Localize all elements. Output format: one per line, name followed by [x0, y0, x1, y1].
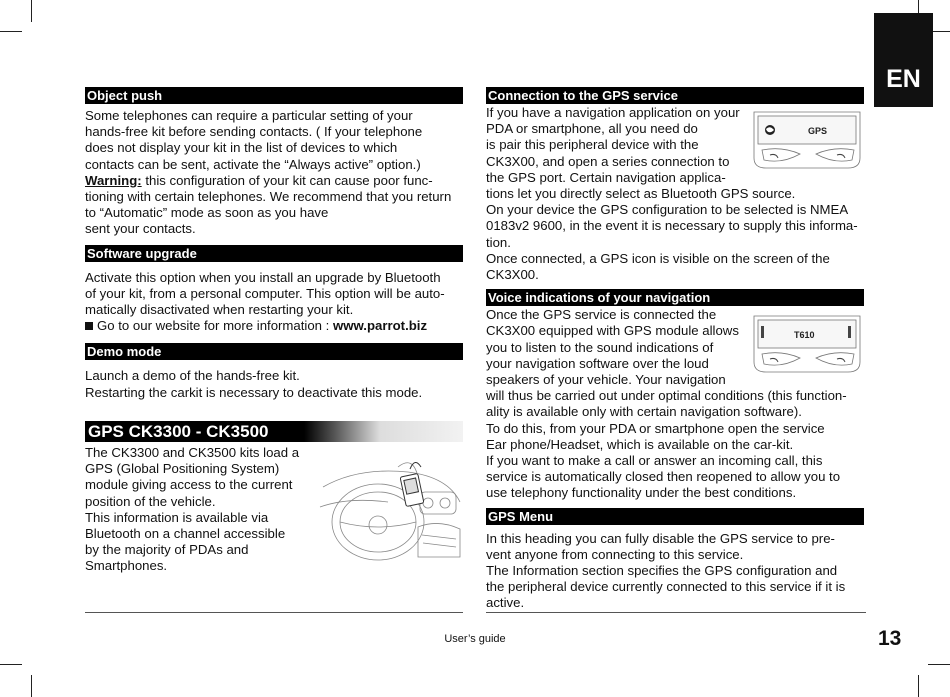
- software-upgrade-body: [85, 270, 463, 335]
- text-line: position of the vehicle.: [85, 493, 216, 509]
- text-line: Bluetooth on a channel accessible: [85, 526, 286, 542]
- crop-mark: [0, 31, 22, 32]
- crop-mark: [928, 664, 950, 665]
- text-line: your navigation software over the loud: [486, 355, 709, 371]
- carkit-gps-screen-illustration: [752, 110, 864, 172]
- text-line: Once connected, a GPS icon is visible on the screen of the: [486, 250, 830, 266]
- car-dashboard-illustration: [318, 447, 463, 567]
- text-line: The Information section specifies the GPS configuration and: [486, 563, 838, 579]
- demo-mode-body: [85, 368, 463, 400]
- page-number: 13: [878, 627, 902, 650]
- text-line: CK3X00.: [486, 267, 539, 283]
- phone-screen-label: T610: [794, 330, 815, 340]
- footer-label: User’s guide: [444, 633, 506, 645]
- text-line: the GPS port. Certain navigation applica-: [486, 169, 726, 185]
- carkit-phone-screen-illustration: [752, 314, 864, 376]
- text-line: PDA or smartphone, all you need do: [486, 121, 698, 137]
- text-line: This information is available via: [85, 509, 269, 525]
- text-line: Smartphones.: [85, 558, 168, 574]
- section-heading-voice: Voice indications of your navigation: [486, 289, 864, 306]
- text-line: module giving access to the current: [85, 477, 293, 493]
- crop-mark: [31, 675, 32, 697]
- section-heading-software-upgrade: Software upgrade: [85, 245, 463, 262]
- language-tab: [874, 13, 933, 107]
- text-line: of your kit, from a personal computer. This option will be auto-: [85, 285, 445, 301]
- section-heading-demo-mode: Demo mode: [85, 343, 463, 360]
- square-bullet-icon: [85, 322, 93, 330]
- left-column: [85, 87, 463, 401]
- text-line: will thus be carried out under optimal conditions (this function-: [486, 388, 847, 404]
- text-line: to “Automatic” mode as soon as you have: [85, 205, 329, 221]
- text-line: If you have a navigation application on your: [486, 105, 740, 120]
- warning-label: Warning:: [85, 172, 142, 188]
- text-line: tions let you directly select as Bluetooth GPS source.: [486, 186, 796, 202]
- text-line: matically disactivated when restarting your kit.: [85, 302, 354, 318]
- website-line: [85, 318, 463, 334]
- text-line: does not display your kit in the list of devices to which: [85, 140, 398, 156]
- text-line: On your device the GPS configuration to be selected is NMEA: [486, 202, 849, 218]
- text-line: you to listen to the sound indications of: [486, 339, 714, 355]
- text-line: Restarting the carkit is necessary to deactivate this mode.: [85, 384, 423, 400]
- text-line: tioning with certain telephones. We recommend that you return: [85, 189, 452, 205]
- crop-mark: [0, 664, 22, 665]
- text-line: Some telephones can require a particular setting of your: [85, 108, 413, 123]
- text-line: GPS (Global Positioning System): [85, 461, 280, 477]
- website-text: Go to our website for more information :: [97, 318, 334, 334]
- gps-menu-body: [486, 531, 864, 612]
- text-line: active.: [486, 595, 525, 611]
- text-line: Ear phone/Headset, which is available on the car-kit.: [486, 436, 794, 452]
- text-line: CK3X00 equipped with GPS module allows: [486, 323, 739, 339]
- text-line: hands-free kit before sending contacts. ( If your telephone: [85, 124, 423, 140]
- warning-text: this configuration of your kit can cause poor func-: [141, 172, 433, 188]
- section-heading-connection: Connection to the GPS service: [486, 87, 864, 104]
- text-line: speakers of your vehicle. Your navigation: [486, 372, 726, 388]
- section-heading-gps-menu: GPS Menu: [486, 508, 864, 525]
- text-line: In this heading you can fully disable the GPS service to pre-: [486, 530, 835, 546]
- section-heading-object-push: Object push: [85, 87, 463, 104]
- object-push-body: [85, 108, 463, 238]
- text-line: The CK3300 and CK3500 kits load a: [85, 445, 300, 460]
- gps-section-title: GPS CK3300 - CK3500: [88, 422, 269, 441]
- text-line: is pair this peripheral device with the: [486, 137, 699, 153]
- gps-intro: [85, 445, 315, 575]
- website-link[interactable]: www.parrot.biz: [333, 318, 428, 334]
- text-line: tion.: [486, 234, 511, 250]
- text-line: 0183v2 9600, in the event it is necessary to supply this informa-: [486, 218, 858, 234]
- text-line: use telephony functionality under the best conditions.: [486, 485, 797, 501]
- gps-section-heading: [85, 421, 463, 442]
- text-line: vent anyone from connecting to this service.: [486, 546, 744, 562]
- warning-line: [85, 173, 463, 189]
- text-line: To do this, from your PDA or smartphone open the service: [486, 420, 825, 436]
- text-line: the peripheral device currently connected to this service if it is: [486, 579, 846, 595]
- text-line: Launch a demo of the hands-free kit.: [85, 368, 300, 384]
- column-bottom-rule: [85, 612, 463, 613]
- language-tab-label: EN: [886, 65, 921, 93]
- text-line: If you want to make a call or answer an incoming call, this: [486, 453, 823, 469]
- text-line: by the majority of PDAs and: [85, 542, 249, 558]
- crop-mark: [918, 675, 919, 697]
- text-line: ality is available only with certain navigation software).: [486, 404, 802, 420]
- text-line: Once the GPS service is connected the: [486, 307, 717, 323]
- text-line: CK3X00, and open a series connection to: [486, 153, 730, 169]
- text-line: service is automatically closed then reopened to allow you to: [486, 469, 841, 485]
- column-bottom-rule: [486, 612, 866, 613]
- text-line: Activate this option when you install an upgrade by Bluetooth: [85, 269, 441, 285]
- text-line: sent your contacts.: [85, 221, 196, 237]
- gps-screen-label: GPS: [808, 126, 828, 136]
- crop-mark: [31, 0, 32, 22]
- text-line: contacts can be sent, activate the “Always active” option.): [85, 156, 421, 172]
